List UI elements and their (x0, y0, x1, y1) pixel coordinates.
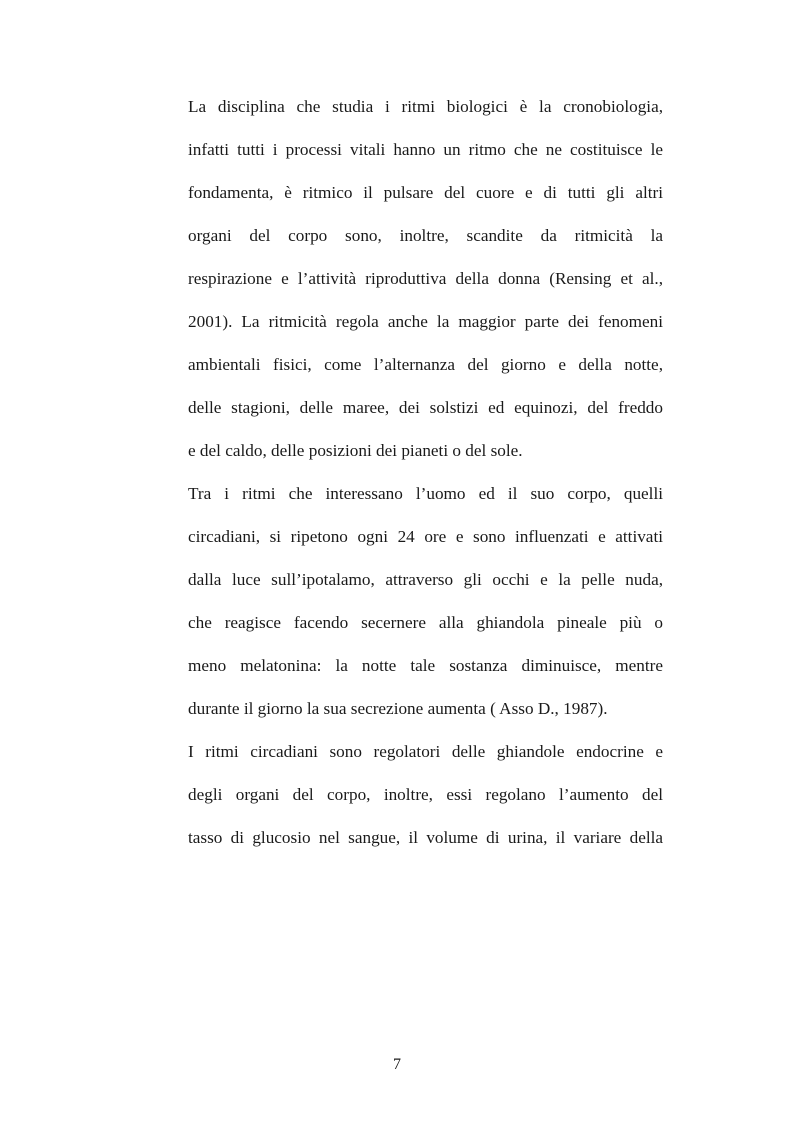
text-line: 2001). La ritmicità regola anche la maggior parte dei fenomeni (188, 312, 663, 331)
text-line: infatti tutti i processi vitali hanno un ritmo che ne costituisce le (188, 140, 663, 159)
text-line: Tra i ritmi che interessano l’uomo ed il suo corpo, quelli (188, 484, 663, 503)
text-line: e del caldo, delle posizioni dei pianeti o del sole. (188, 441, 523, 460)
text-line: ambientali fisici, come l’alternanza del giorno e della notte, (188, 355, 663, 374)
text-line: I ritmi circadiani sono regolatori delle ghiandole endocrine e (188, 742, 663, 761)
text-line: organi del corpo sono, inoltre, scandite da ritmicità la (188, 226, 663, 245)
text-line: che reagisce facendo secernere alla ghiandola pineale più o (188, 613, 663, 632)
paragraph-cronobiologia (188, 92, 663, 479)
text-line: fondamenta, è ritmico il pulsare del cuore e di tutti gli altri (188, 183, 663, 202)
body-text (188, 92, 663, 866)
page-number: 7 (393, 1056, 401, 1073)
text-line: degli organi del corpo, inoltre, essi regolano l’aumento del (188, 785, 663, 804)
text-line: tasso di glucosio nel sangue, il volume di urina, il variare della (188, 828, 663, 847)
paragraph-ritmi-circadiani (188, 479, 663, 737)
text-line: meno melatonina: la notte tale sostanza diminuisce, mentre (188, 656, 663, 675)
paragraph-regolatori (188, 737, 663, 866)
text-line: durante il giorno la sua secrezione aumenta ( Asso D., 1987). (188, 699, 608, 718)
text-line: delle stagioni, delle maree, dei solstizi ed equinozi, del freddo (188, 398, 663, 417)
text-line: La disciplina che studia i ritmi biologici è la cronobiologia, (188, 97, 663, 116)
text-line: respirazione e l’attività riproduttiva della donna (Rensing et al., (188, 269, 663, 288)
text-line: circadiani, si ripetono ogni 24 ore e sono influenzati e attivati (188, 527, 663, 546)
text-line: dalla luce sull’ipotalamo, attraverso gli occhi e la pelle nuda, (188, 570, 663, 589)
